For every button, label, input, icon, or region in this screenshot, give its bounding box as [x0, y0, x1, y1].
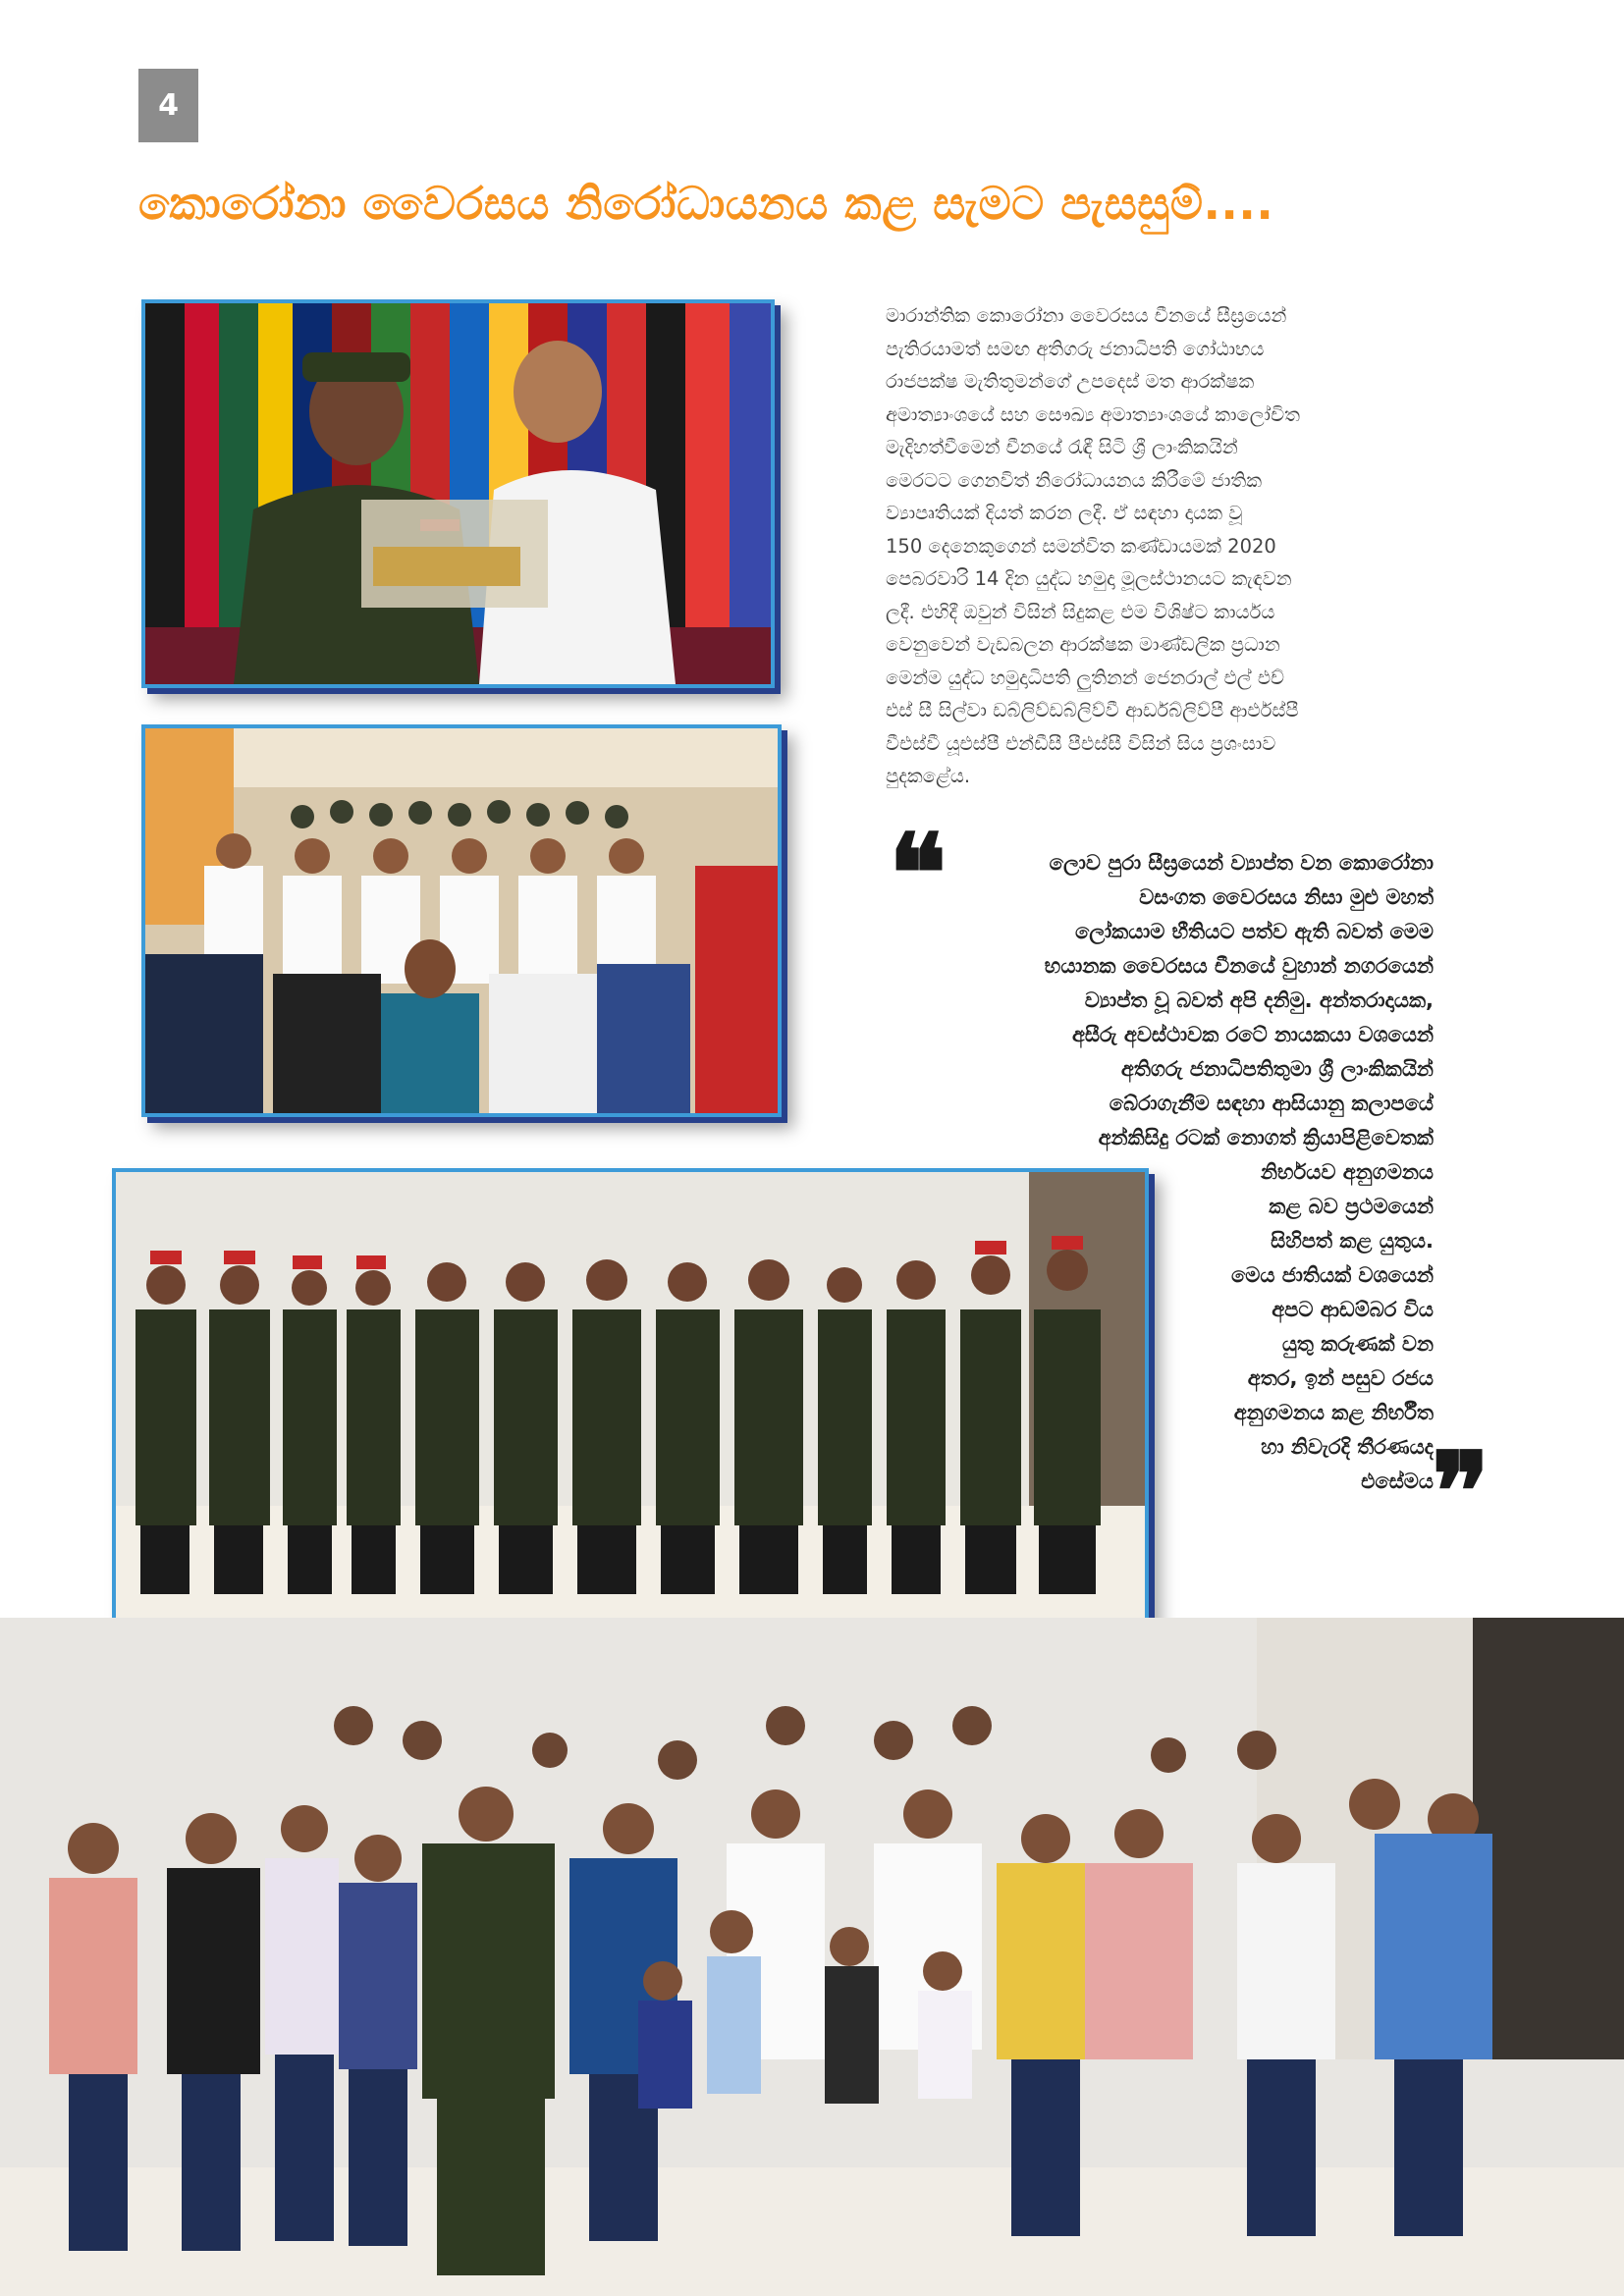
quote-open-mark: ❝ [889, 810, 947, 936]
quote-close-mark: ❞ [1432, 1428, 1490, 1555]
photo-group-attendees [0, 1618, 1624, 2296]
article-line: මැදිහත්වීමෙන් චීනයේ රැඳී සිටි ශ්‍රී ලාංකිකයින් [886, 436, 1238, 458]
photo-audience-image [145, 728, 778, 1113]
article-line: 150 දෙනෙකුගෙන් සමන්විත කණ්ඩායමක් 2020 [886, 534, 1276, 558]
quote-line: භයානක වෛරසය චීනයේ වුහාන් නගරයෙන් [1044, 954, 1434, 978]
article-line: මාරාන්තික කොරෝනා වෛරසය චීනයේ සීඝ්‍රයෙන් [886, 304, 1287, 327]
quote-line: හා නිවැරදි තීරණයද [1261, 1435, 1434, 1459]
article-line: ව්‍යාපෘතියක් දියත් කරන ලදී. ඒ සඳහා දායක වූ [886, 502, 1243, 524]
page-title: කොරෝනා වෛරසය නිරෝධායනය කළ සැමට පැසසුම්.... [138, 177, 1274, 230]
photo-presentation [141, 299, 775, 688]
article-line: පෙබරවාරි 14 දින යුද්ධ හමුදා මූලස්ථානයට කැඳවන [886, 567, 1292, 590]
quote-line: කළ බව ප්‍රථමයෙන් [1269, 1195, 1434, 1218]
quote-line: අතර, ඉන් පසුව රජය [1247, 1366, 1434, 1390]
quote-line: මෙය ජාතියක් වශයෙන් [1230, 1263, 1434, 1287]
article-line: වෙනුවෙන් වැඩබලන ආරක්ෂක මාණ්ඩලික ප්‍රධාන [886, 633, 1280, 656]
quote-line: අන්කිසිදු රටක් නොගත් ක්‍රියාපිළිවෙතක් [1098, 1126, 1434, 1149]
page-number: 4 [138, 69, 198, 142]
pull-quote [943, 846, 1434, 1499]
article-line: රාජපක්ෂ මැතිතුමන්ගේ උපදෙස් මත ආරක්ෂක [886, 370, 1255, 393]
photo-audience [141, 724, 782, 1117]
quote-line: එසේමය [1361, 1469, 1434, 1493]
quote-line: ලෝකයාම භීතියට පත්ව ඇති බවත් මෙම [1074, 920, 1434, 943]
article-line: පැතිරයාමත් සමඟ අතිගරු ජනාධිපති ගෝඨාභය [886, 337, 1265, 360]
article-line: වීඑස්වී යූඑස්පී එන්ඩීසී පීඑස්සී විසින් සිය ප්‍රශංසාව [886, 731, 1276, 755]
article-line: පුදකළේය. [886, 765, 971, 787]
quote-line: බේරාගැනීම සඳහා ආසියානු කලාපයේ [1109, 1092, 1434, 1115]
quote-line: ව්‍යාප්ත වූ බවත් අපි දනිමු. අන්තරාදායක, [1084, 988, 1434, 1012]
quote-line: යුතු කරුණක් වන [1281, 1332, 1434, 1356]
photo-presentation-image [145, 303, 771, 684]
quote-line: සිහිපත් කළ යුතුය. [1271, 1229, 1434, 1253]
quote-line: අසීරු අවස්ථාවක රටේ නායකයා වශයෙන් [1071, 1023, 1434, 1046]
quote-line: අතිගරු ජනාධිපතිතුමා ශ්‍රී ලාංකිකයින් [1120, 1057, 1434, 1081]
quote-line: අනුගමනය කළ නිර්භීත [1233, 1401, 1434, 1424]
quote-line: වසංගත වෛරසය නිසා මුළු මහත් [1139, 885, 1434, 909]
quote-line: ලොව පුරා සීඝ්‍රයෙන් ව්‍යාප්ත වන කොරෝනා [1049, 851, 1434, 875]
article-line: එස් සී සිල්වා ඩබ්ලිව්ඩබ්ලිව්වී ආර්ඩබ්ලිව්පී ආර්එස්පී [886, 699, 1299, 721]
article-line: ලදී. එහිදී ඔවුන් විසින් සිදුකළ එම විශිෂ්ට කාර්යය [886, 600, 1275, 623]
photo-group-attendees-image [0, 1618, 1624, 2296]
quote-line: නිර්භයව අනුගමනය [1260, 1160, 1434, 1184]
article-line: අමාත්‍යාංශයේ සහ සෞඛ්‍ය අමාත්‍යාංශයේ කාලෝචිත [886, 402, 1300, 426]
article-line: මෙරටට ගෙනවිත් නිරෝධායනය කිරීමේ ජාතික [886, 468, 1263, 492]
quote-line: අපට ආඩම්බර විය [1272, 1298, 1434, 1321]
article-body [886, 299, 1435, 793]
article-line: මෙන්ම යුද්ධ හමුදාධිපති ලුතිනන් ජෙනරාල් එල් එච් [886, 666, 1285, 689]
